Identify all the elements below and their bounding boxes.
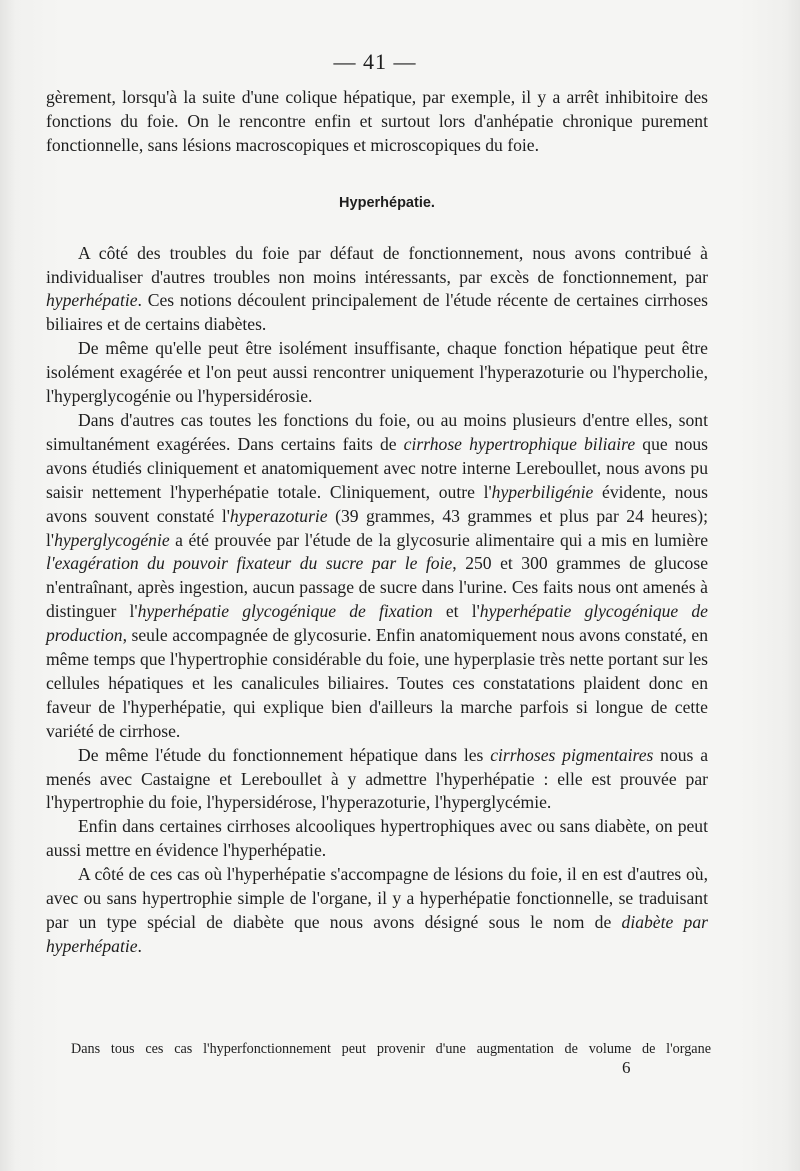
text-run: , seule accompagnée de glycosurie. Enfin anatomiquement nous avons constaté, en même temps que l'hypertrophie considérable du foie, une hyperplasie très nette portant sur les cellules hépatiques et les canalicules biliaires. Toutes ces constatations plaident donc en faveur de l'hyperhépatie, qui explique bien d'ailleurs la marche parfois si longue de cette variété de cirrhose. xyxy=(46,625,708,741)
italic-term: hyperhépatie glycogénique de fixation xyxy=(137,601,433,622)
text-run: et l' xyxy=(432,601,480,622)
italic-term: l'exagération du pouvoir fixateur du sucre par le foie xyxy=(46,553,453,574)
paragraph-5: Enfin dans certaines cirrhoses alcooliques hypertrophiques avec ou sans diabète, on peut aussi mettre en évidence l'hyperhépatie. xyxy=(46,816,708,861)
italic-term: hyperbiligénie xyxy=(491,481,594,502)
paragraph-6 xyxy=(46,863,708,959)
italic-term: hyperhépatie xyxy=(46,290,138,311)
italic-term: cirrhoses pigmentaires xyxy=(490,744,654,765)
text-run: De même l'étude du fonctionnement hépatique dans les xyxy=(78,744,491,765)
text-run: A côté des troubles du foie par défaut de fonctionnement, nous avons contribué à individualiser d'autres troubles non moins intéressants, par excès de fonctionnement, par xyxy=(46,242,708,287)
paragraph-2: De même qu'elle peut être isolément insuffisante, chaque fonction hépatique peut être isolément exagérée et l'on peut aussi rencontrer uniquement l'hyperazoturie ou l'hypercholie, l'hyperglycogénie ou l'hypersidérosie. xyxy=(46,338,708,407)
text-run: Dans d'autres cas toutes les fonctions du foie, ou au moins plusieurs d'entre elles, sont simultanément exagérées. Dans certains faits de xyxy=(46,409,708,454)
italic-term: cirrhose hypertrophique biliaire xyxy=(403,433,636,454)
text-run: que nous avons étudiés cliniquement et anatomiquement avec notre interne Lereboullet, nous avons pu saisir nettement l'hyperhépatie totale. Cliniquement, outre l' xyxy=(46,433,709,502)
italic-term: diabète par hyperhépatie xyxy=(46,912,708,956)
text-run: , 250 et 300 grammes de glucose n'entraînant, après ingestion, aucun passage de sucre dans l'urine. Ces faits nous ont amenés à distinguer l' xyxy=(46,553,708,622)
text-run: a été prouvée par l'étude de la glycosurie alimentaire qui a mis en lumière xyxy=(169,529,708,550)
text-run: (39 grammes, 43 grammes et plus par 24 heures); l' xyxy=(46,505,708,550)
paragraph-3 xyxy=(46,409,708,744)
paragraph-1 xyxy=(46,242,708,338)
footnote: Dans tous ces cas l'hyperfonctionnement peut provenir d'une augmentation de volume de l'organe xyxy=(71,1041,711,1057)
text-run: A côté de ces cas où l'hyperhépatie s'accompagne de lésions du foie, il en est d'autres où, avec ou sans hypertrophie simple de l'organe, il y a hyperhépatie fonctionnelle, se traduisant par un type spécial de diabète que nous avons désigné sous le nom de xyxy=(46,864,708,932)
signature-mark: 6 xyxy=(622,1058,631,1077)
paragraph-intro: gèrement, lorsqu'à la suite d'une colique hépatique, par exemple, il y a arrêt inhibitoire des fonctions du foie. On le rencontre enfin et surtout lors d'anhépatie chronique purement fonctionnelle, sans lésions macroscopiques et microscopiques du foie. xyxy=(46,87,708,155)
text-run: . Ces notions découlent principalement de l'étude récente de certaines cirrhoses biliaires et de certains diabètes. xyxy=(46,290,708,335)
italic-term: hyperhépatie glycogénique de production xyxy=(46,601,708,646)
text-run: . xyxy=(137,935,142,956)
italic-term: hyperazoturie xyxy=(229,505,328,526)
text-run: évidente, nous avons souvent constaté l' xyxy=(46,481,708,526)
page-number: — 41 — xyxy=(333,49,417,74)
section-heading: Hyperhépatie. xyxy=(339,194,435,211)
paragraph-4 xyxy=(46,744,708,816)
body-text xyxy=(46,86,708,959)
text-run: nous a menés avec Castaigne et Lereboullet à y admettre l'hyperhépatie : elle est prouvée par l'hypertrophie du foie, l'hypersidérose, l'hyperazoturie, l'hyperglycémie. xyxy=(46,744,709,813)
italic-term: hyperglycogénie xyxy=(54,529,170,550)
